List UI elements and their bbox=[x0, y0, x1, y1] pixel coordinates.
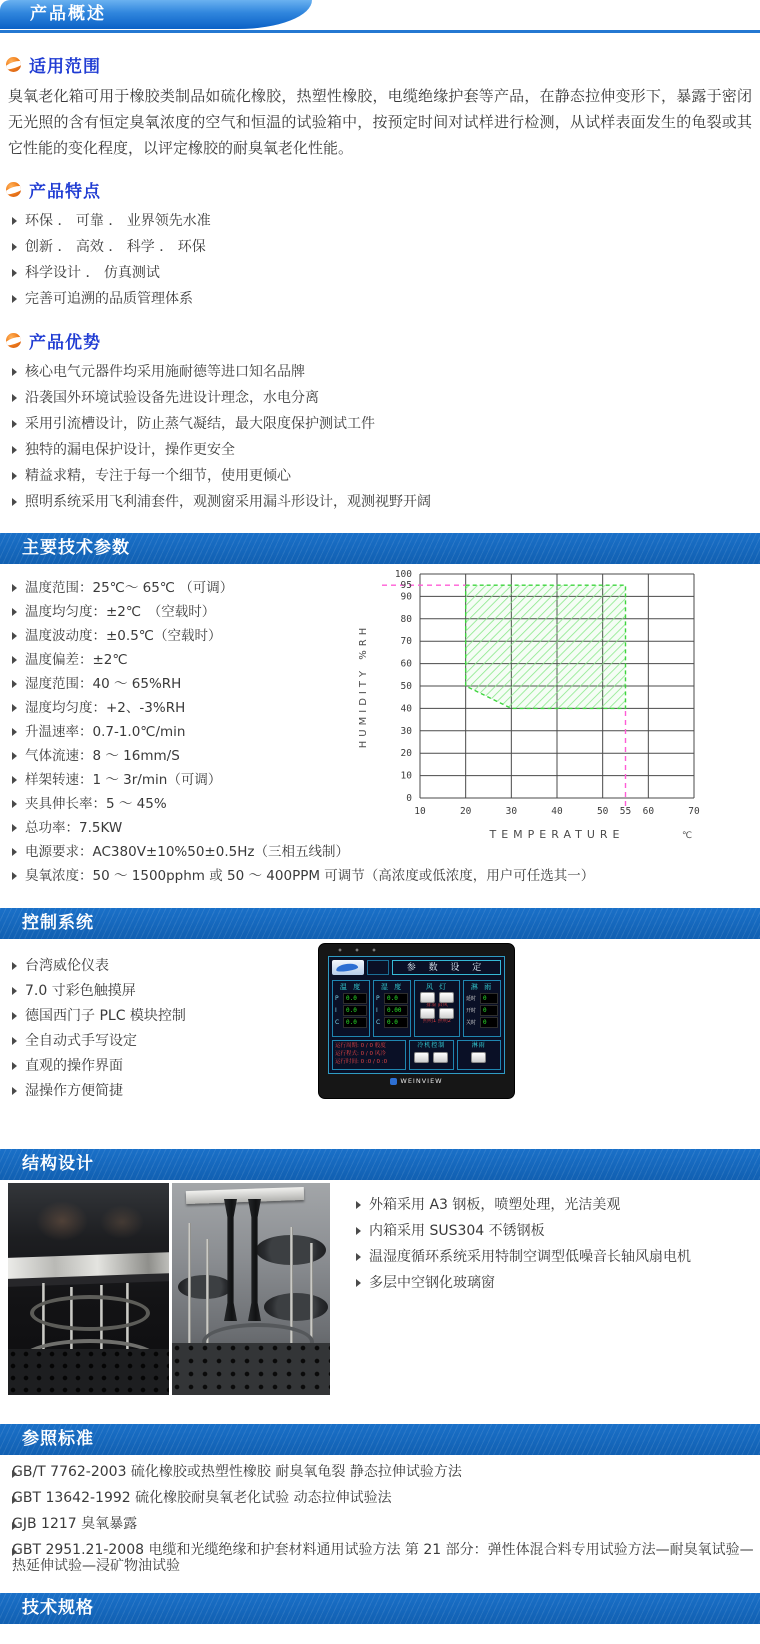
hmi-button bbox=[414, 1052, 429, 1063]
hmi-rain-control-box bbox=[457, 1040, 502, 1070]
arrow-bullet-icon bbox=[12, 656, 17, 664]
list-item: 温湿度循环系统采用特制空调型低噪音长轴风扇电机 bbox=[356, 1244, 760, 1270]
hmi-spare-box bbox=[367, 960, 389, 975]
banner-tech-params: 主要技术参数 bbox=[0, 533, 760, 564]
list-item: 科学设计 ． 仿真测试 bbox=[12, 260, 760, 286]
list-item: GBT 2951.21-2008 电缆和光缆绝缘和护套材料通用试验方法 第 21 部分：弹性体混合料专用试验方法—耐臭氧试验—热延伸试验—浸矿物油试验 bbox=[12, 1542, 754, 1574]
arrow-bullet-icon bbox=[12, 243, 17, 251]
list-item: 温度均匀度：±2℃ （空载时） bbox=[12, 600, 760, 624]
arrow-bullet-icon bbox=[12, 1522, 17, 1530]
arrow-bullet-icon bbox=[12, 776, 17, 784]
led-value: 0 bbox=[480, 993, 498, 1004]
arrow-bullet-icon bbox=[356, 1253, 361, 1261]
list-item: 温度范围：25℃～ 65℃ （可调） bbox=[12, 576, 760, 600]
arrow-bullet-icon bbox=[12, 295, 17, 303]
list-item: 核心电气元器件均采用施耐德等进口知名品牌 bbox=[12, 359, 760, 385]
list-item: 夹具伸长率：5 ～ 45% bbox=[12, 792, 760, 816]
arrow-bullet-icon bbox=[12, 394, 17, 402]
svg-text:100: 100 bbox=[394, 569, 412, 580]
hmi-button bbox=[420, 1008, 435, 1019]
svg-text:70: 70 bbox=[400, 636, 412, 648]
list-item: 样架转速：1 ～ 3r/min（可调） bbox=[12, 768, 760, 792]
orange-ball-icon bbox=[6, 57, 21, 72]
svg-text:50: 50 bbox=[596, 806, 609, 817]
led-value: 0.0 bbox=[343, 1017, 367, 1028]
arrow-bullet-icon bbox=[12, 704, 17, 712]
hmi-temp-group: 温 度 P 0.0 I 0.0 C 0.0 bbox=[332, 980, 370, 1037]
arrow-bullet-icon bbox=[12, 987, 17, 995]
svg-text:60: 60 bbox=[642, 806, 655, 817]
svg-text:0: 0 bbox=[406, 793, 412, 804]
orange-ball-icon bbox=[6, 182, 21, 197]
hmi-button bbox=[433, 1052, 448, 1063]
led-value: 0.0 bbox=[343, 1005, 367, 1016]
svg-text:HUMIDITY %RH: HUMIDITY %RH bbox=[358, 623, 369, 749]
svg-text:50: 50 bbox=[400, 681, 412, 692]
scope-heading-label: 适用范围 bbox=[29, 57, 101, 77]
touchscreen-controller-photo bbox=[318, 943, 515, 1099]
panel-indicator-dots-icon bbox=[337, 948, 387, 952]
list-item: 温度波动度：±0.5℃（空载时） bbox=[12, 624, 760, 648]
header-underline bbox=[0, 30, 760, 33]
advantages-heading bbox=[6, 328, 760, 353]
arrow-bullet-icon bbox=[12, 498, 17, 506]
svg-text:95: 95 bbox=[400, 580, 412, 592]
arrow-bullet-icon bbox=[12, 1012, 17, 1020]
arrow-bullet-icon bbox=[12, 824, 17, 832]
list-item: 德国西门子 PLC 模块控制 bbox=[12, 1003, 760, 1028]
list-item: 环保 ． 可靠 ． 业界领先水准 bbox=[12, 208, 760, 234]
structure-list bbox=[344, 1192, 760, 1296]
arrow-bullet-icon bbox=[12, 1037, 17, 1045]
banner-control-system: 控制系统 bbox=[0, 908, 760, 939]
svg-text:20: 20 bbox=[459, 806, 472, 817]
hmi-humidity-group: 湿 度 P 0.0 I 0.00 C 0.0 bbox=[373, 980, 411, 1037]
svg-text:40: 40 bbox=[400, 703, 412, 715]
arrow-bullet-icon bbox=[12, 584, 17, 592]
led-value: 0.0 bbox=[343, 993, 367, 1004]
arrow-bullet-icon bbox=[12, 1087, 17, 1095]
svg-text:60: 60 bbox=[400, 658, 412, 670]
hmi-screen-title: 参 数 设 定 bbox=[392, 960, 501, 975]
hmi-screen bbox=[328, 956, 505, 1074]
weinview-brand: WEINVIEW bbox=[328, 1077, 505, 1085]
arrow-bullet-icon bbox=[12, 608, 17, 616]
list-item: 湿度均匀度：+2、-3%RH bbox=[12, 696, 760, 720]
hmi-button bbox=[439, 1008, 454, 1019]
hmi-temp-label: 温 度 bbox=[339, 983, 363, 991]
orange-ball-icon bbox=[6, 333, 21, 348]
list-item: 7.0 寸彩色触摸屏 bbox=[12, 978, 760, 1003]
svg-text:40: 40 bbox=[551, 806, 563, 817]
list-item: 台湾威伦仪表 bbox=[12, 953, 760, 978]
led-value: 0 bbox=[480, 1017, 498, 1028]
arrow-bullet-icon bbox=[12, 800, 17, 808]
arrow-bullet-icon bbox=[12, 446, 17, 454]
list-item: 精益求精，专注于每一个细节，使用更倾心 bbox=[12, 463, 760, 489]
advantages-heading-label: 产品优势 bbox=[29, 333, 101, 353]
led-value: 0.0 bbox=[384, 993, 408, 1004]
hmi-status-row: 运行程式: 0 / 0 风冷 bbox=[335, 1051, 386, 1057]
banner-standards: 参照标准 bbox=[0, 1424, 760, 1455]
hmi-status-row: 运行周期: 0 / 0 般度 bbox=[335, 1043, 386, 1049]
features-heading-label: 产品特点 bbox=[29, 182, 101, 202]
hmi-fan-sublabel: 排湿 鼓风 bbox=[426, 1003, 448, 1008]
arrow-bullet-icon bbox=[12, 1496, 17, 1504]
hmi-rain-label: 淋 雨 bbox=[470, 983, 494, 991]
hmi-vendor-logo-icon bbox=[332, 960, 364, 975]
arrow-bullet-icon bbox=[12, 632, 17, 640]
tech-params-section bbox=[0, 564, 760, 890]
svg-text:55: 55 bbox=[619, 806, 632, 817]
svg-text:70: 70 bbox=[688, 806, 700, 817]
list-item: 创新 ． 高效 ． 科学 ． 环保 bbox=[12, 234, 760, 260]
hmi-rain-control-label: 淋雨 bbox=[471, 1042, 486, 1049]
list-item: 沿袭国外环境试验设备先进设计理念，水电分离 bbox=[12, 385, 760, 411]
hmi-button bbox=[471, 1052, 486, 1063]
led-value: 0.0 bbox=[384, 1017, 408, 1028]
svg-text:90: 90 bbox=[400, 591, 412, 603]
svg-text:30: 30 bbox=[400, 725, 412, 737]
list-item: 内箱采用 SUS304 不锈钢板 bbox=[356, 1218, 760, 1244]
scope-heading bbox=[6, 52, 760, 77]
page-header bbox=[0, 0, 760, 36]
arrow-bullet-icon bbox=[356, 1279, 361, 1287]
list-item: 直观的操作界面 bbox=[12, 1053, 760, 1078]
scope-paragraph: 臭氧老化箱可用于橡胶类制品如硫化橡胶，热塑性橡胶，电缆绝缘护套等产品，在静态拉伸变形下，暴露于密闭无光照的含有恒定臭氧浓度的空气和恒温的试验箱中，按预定时间对试样进行检测，从试样表面发生的龟裂或其它性能的变化程度，以评定橡胶的耐臭氧老化性能。 bbox=[8, 87, 752, 157]
chamber-interior-photo-2 bbox=[172, 1183, 330, 1395]
list-item: GBT 13642-1992 硫化橡胶耐臭氧老化试验 动态拉伸试验法 bbox=[12, 1490, 392, 1506]
list-item: 升温速率：0.7-1.0℃/min bbox=[12, 720, 760, 744]
arrow-bullet-icon bbox=[356, 1227, 361, 1235]
hmi-button bbox=[420, 992, 435, 1003]
list-item: 完善可追溯的品质管理体系 bbox=[12, 286, 760, 312]
hmi-fanlight-group bbox=[414, 980, 460, 1037]
arrow-bullet-icon bbox=[12, 752, 17, 760]
hmi-fanlight-label: 风 灯 bbox=[425, 983, 449, 991]
svg-text:℃: ℃ bbox=[682, 831, 693, 841]
hmi-button bbox=[439, 992, 454, 1003]
arrow-bullet-icon bbox=[12, 872, 17, 880]
arrow-bullet-icon bbox=[356, 1201, 361, 1209]
structure-section bbox=[0, 1180, 760, 1406]
list-item: 全自动式手写设定 bbox=[12, 1028, 760, 1053]
list-item: 气体流速：8 ～ 16mm/S bbox=[12, 744, 760, 768]
list-item: 臭氧浓度：50 ～ 1500pphm 或 50 ～ 400PPM 可调节（高浓度或低浓度，用户可任选其一） bbox=[12, 864, 760, 888]
arrow-bullet-icon bbox=[12, 680, 17, 688]
standards-list bbox=[0, 1459, 760, 1579]
hmi-cooler-label: 冷机控制 bbox=[417, 1042, 446, 1049]
chamber-interior-photo-1 bbox=[8, 1183, 169, 1395]
list-item: 湿操作方便简捷 bbox=[12, 1078, 760, 1103]
svg-text:80: 80 bbox=[400, 613, 412, 625]
list-item: 温度偏差：±2℃ bbox=[12, 648, 760, 672]
features-heading bbox=[6, 177, 760, 202]
arrow-bullet-icon bbox=[12, 1548, 17, 1556]
arrow-bullet-icon bbox=[12, 472, 17, 480]
hmi-status-row: 运行时间: 0 :0 / 0 :0 bbox=[335, 1059, 388, 1065]
page-title-tab: 产品概述 bbox=[0, 0, 238, 29]
arrow-bullet-icon bbox=[12, 368, 17, 376]
arrow-bullet-icon bbox=[12, 962, 17, 970]
arrow-bullet-icon bbox=[12, 848, 17, 856]
led-value: 0 bbox=[480, 1005, 498, 1016]
svg-text:30: 30 bbox=[505, 806, 518, 817]
list-item: 采用引流槽设计，防止蒸气凝结，最大限度保护测试工件 bbox=[12, 411, 760, 437]
svg-text:20: 20 bbox=[400, 748, 412, 760]
weinview-logo-icon bbox=[390, 1078, 397, 1085]
list-item: 电源要求：AC380V±10%50±0.5Hz（三相五线制） bbox=[12, 840, 760, 864]
control-system-section bbox=[0, 939, 760, 1131]
banner-tech-specs: 技术规格 bbox=[0, 1593, 760, 1624]
list-item: GJB 1217 臭氧暴露 bbox=[12, 1516, 138, 1532]
svg-text:10: 10 bbox=[414, 806, 426, 817]
svg-text:10: 10 bbox=[400, 770, 412, 782]
advantages-list bbox=[0, 359, 760, 515]
list-item: 照明系统采用飞利浦套件，观测窗采用漏斗形设计，观测视野开阔 bbox=[12, 489, 760, 515]
arrow-bullet-icon bbox=[12, 217, 17, 225]
list-item: 外箱采用 A3 钢板，喷塑处理，光洁美观 bbox=[356, 1192, 760, 1218]
arrow-bullet-icon bbox=[12, 728, 17, 736]
list-item: GB/T 7762-2003 硫化橡胶或热塑性橡胶 耐臭氧龟裂 静态拉伸试验方法 bbox=[12, 1464, 462, 1480]
banner-structure-design: 结构设计 bbox=[0, 1149, 760, 1180]
arrow-bullet-icon bbox=[12, 269, 17, 277]
list-item: 湿度范围：40 ～ 65%RH bbox=[12, 672, 760, 696]
arrow-bullet-icon bbox=[12, 1062, 17, 1070]
hmi-cooler-control-box bbox=[409, 1040, 454, 1070]
hmi-status-box bbox=[332, 1040, 406, 1070]
list-item: 独特的漏电保护设计，操作更安全 bbox=[12, 437, 760, 463]
list-item: 多层中空钢化玻璃窗 bbox=[356, 1270, 760, 1296]
led-value: 0.00 bbox=[384, 1005, 408, 1016]
arrow-bullet-icon bbox=[12, 420, 17, 428]
list-item: 总功率：7.5KW bbox=[12, 816, 760, 840]
hmi-humidity-label: 湿 度 bbox=[380, 983, 404, 991]
svg-text:TEMPERATURE: TEMPERATURE bbox=[489, 828, 625, 841]
hmi-light-sublabel: 照明1 照明2 bbox=[423, 1019, 451, 1024]
features-list bbox=[0, 208, 760, 312]
humidity-temperature-chart bbox=[352, 566, 712, 866]
hmi-rain-group: 淋 雨 延时 0 开时 0 关时 0 bbox=[463, 980, 501, 1037]
arrow-bullet-icon bbox=[12, 1470, 17, 1478]
